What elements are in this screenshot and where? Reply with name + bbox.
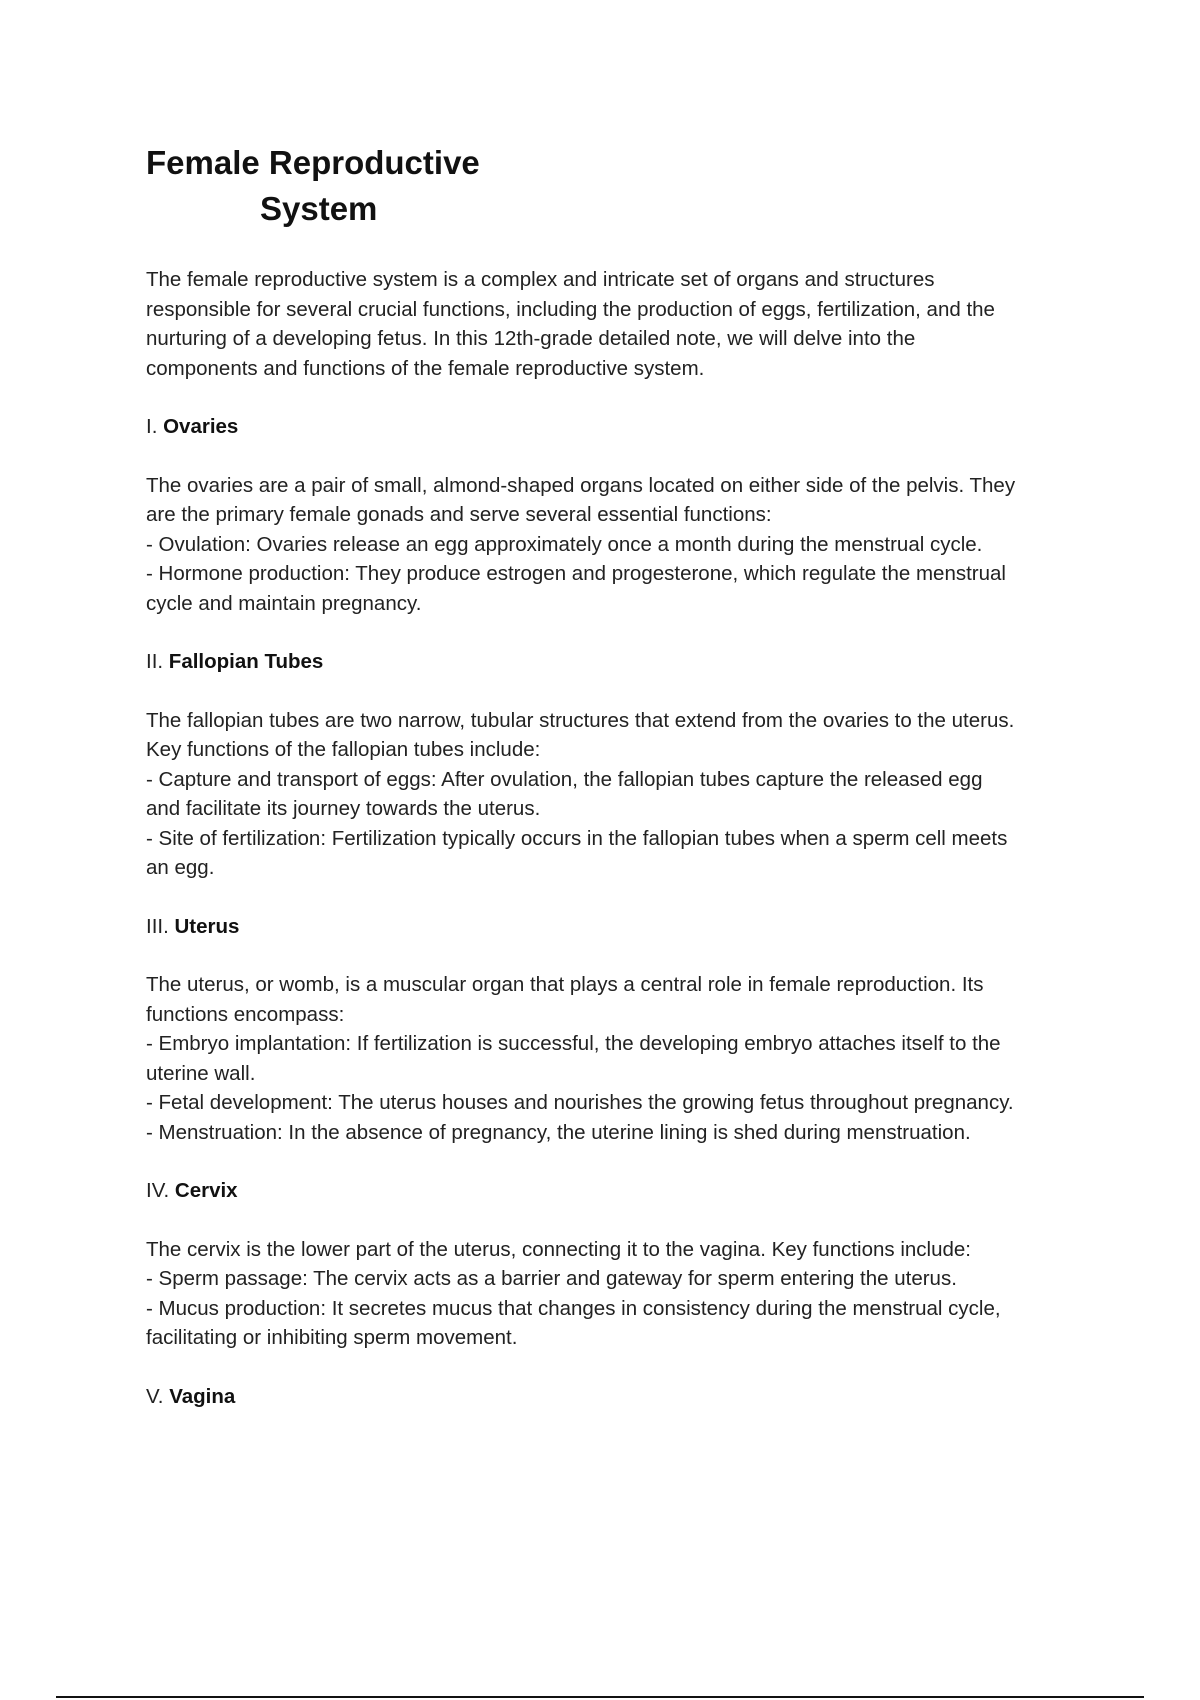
section-name: Ovaries	[163, 415, 239, 438]
section-body-cervix	[146, 1235, 1096, 1353]
body-line: uterine wall.	[146, 1061, 256, 1085]
section-numeral: III.	[146, 914, 175, 938]
body-line: and facilitate its journey towards the uterus.	[146, 797, 541, 820]
intro-line: nurturing of a developing fetus. In this 12th-grade detailed note, we will delve into the	[146, 327, 916, 350]
section-heading-ovaries	[146, 412, 1096, 442]
section-name: Uterus	[174, 914, 240, 938]
intro-paragraph	[146, 265, 1096, 383]
body-line: The cervix is the lower part of the uterus, connecting it to the vagina. Key functions include:	[146, 1237, 972, 1261]
body-line: cycle and maintain pregnancy.	[146, 591, 422, 615]
body-line: - Site of fertilization: Fertilization typically occurs in the fallopian tubes when a sperm cell meets	[146, 826, 1008, 850]
body-line: - Menstruation: In the absence of pregnancy, the uterine lining is shed during menstruation.	[146, 1120, 971, 1144]
section-body-uterus	[146, 970, 1096, 1147]
body-line: - Mucus production: It secretes mucus that changes in consistency during the menstrual cycle,	[146, 1296, 1001, 1320]
body-line: an egg.	[146, 856, 215, 879]
section-numeral: V.	[146, 1384, 170, 1408]
body-line: - Hormone production: They produce estrogen and progesterone, which regulate the menstrual	[146, 562, 1006, 585]
section-body-fallopian-tubes	[146, 706, 1096, 883]
section-heading-cervix	[146, 1176, 1096, 1206]
section-name: Cervix	[174, 1179, 238, 1202]
section-name: Vagina	[169, 1384, 236, 1408]
title-line-1: Female Reproductive	[146, 144, 480, 181]
section-heading-fallopian-tubes	[146, 647, 1096, 677]
title-line-2: System	[260, 190, 378, 227]
body-line: facilitating or inhibiting sperm movement.	[146, 1326, 518, 1349]
body-line: functions encompass:	[146, 1002, 345, 1026]
body-line: - Embryo implantation: If fertilization is successful, the developing embryo attaches itself to the	[146, 1032, 1001, 1055]
page-title	[146, 140, 1096, 232]
intro-line: responsible for several crucial functions, including the production of eggs, fertilization, and the	[146, 297, 995, 321]
section-numeral: II.	[146, 650, 169, 673]
section-heading-vagina	[146, 1382, 1096, 1412]
intro-line: The female reproductive system is a complex and intricate set of organs and structures	[146, 268, 935, 291]
body-line: The uterus, or womb, is a muscular organ that plays a central role in female reproduction. Its	[146, 973, 984, 996]
document-page	[146, 140, 1096, 1411]
body-line: The ovaries are a pair of small, almond-shaped organs located on either side of the pelvis. They	[146, 473, 1016, 497]
body-line: - Capture and transport of eggs: After ovulation, the fallopian tubes capture the released egg	[146, 767, 983, 791]
body-line: - Ovulation: Ovaries release an egg approximately once a month during the menstrual cycle.	[146, 532, 983, 556]
section-name: Fallopian Tubes	[168, 650, 324, 673]
intro-line: components and functions of the female reproductive system.	[146, 356, 705, 380]
section-body-ovaries	[146, 471, 1096, 619]
body-line: - Sperm passage: The cervix acts as a barrier and gateway for sperm entering the uterus.	[146, 1267, 957, 1290]
body-line: - Fetal development: The uterus houses and nourishes the growing fetus throughout pregnancy.	[146, 1091, 1014, 1114]
body-line: Key functions of the fallopian tubes include:	[146, 738, 541, 761]
body-line: are the primary female gonads and serve several essential functions:	[146, 503, 772, 526]
section-numeral: IV.	[146, 1179, 175, 1202]
footer-divider	[56, 1696, 1144, 1698]
body-line: The fallopian tubes are two narrow, tubular structures that extend from the ovaries to the uterus.	[146, 708, 1015, 732]
section-numeral: I.	[146, 415, 164, 438]
section-heading-uterus	[146, 912, 1096, 942]
